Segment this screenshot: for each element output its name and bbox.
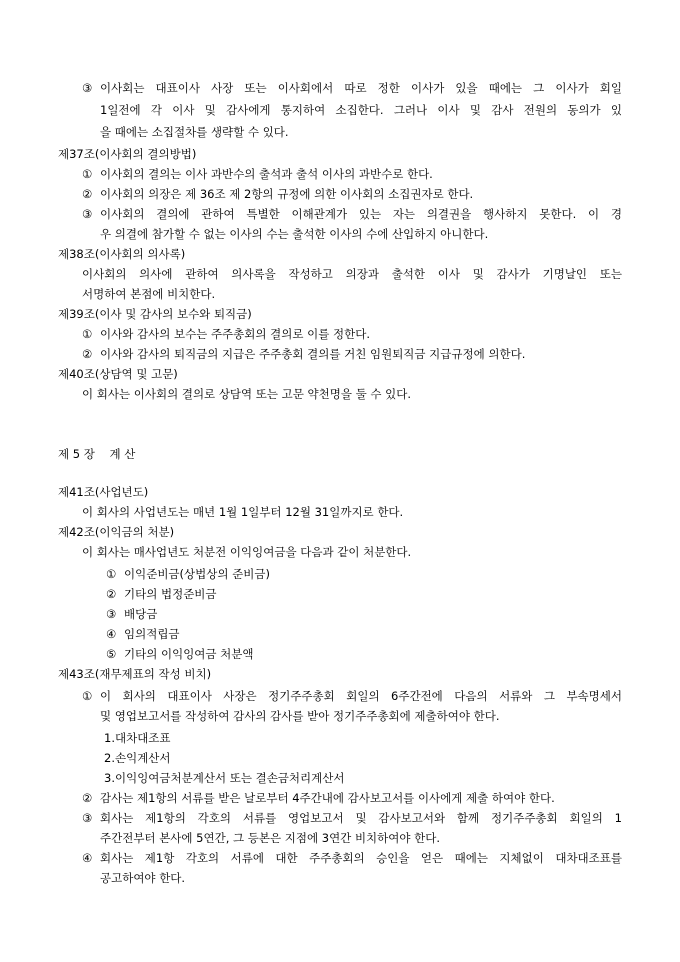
clause-text: 회사는 제1항 각호의 서류에 대한 주주총회의 승인을 얻은 때에는 지체없이 대차대조표를	[100, 851, 622, 865]
article-heading-40: 제40조(상담역 및 고문)	[58, 367, 178, 381]
clause-item	[82, 206, 622, 222]
article-body: 이사회의 의사에 관하여 의사록을 작성하고 의장과 출석한 이사 및 감사가 기명날인 또는	[82, 267, 622, 281]
sub-item: 3.이익잉여금처분계산서 또는 결손금처리계산서	[104, 771, 345, 785]
list-text: 기타의 이익잉여금 처분액	[124, 647, 254, 661]
list-marker: ①	[106, 567, 117, 581]
chapter-heading: 제 5 장 계 산	[58, 447, 136, 461]
clause-text: 이사회의 결의에 관하여 특별한 이해관계가 있는 자는 의결권을 행사하지 못한다. 이 경	[100, 207, 622, 221]
clause-marker: ②	[82, 791, 93, 805]
article-body: 이 회사의 사업년도는 매년 1월 1일부터 12월 31일까지로 한다.	[82, 505, 404, 519]
clause-text: 이사와 감사의 보수는 주주총회의 결의로 이를 정한다.	[100, 327, 370, 341]
list-item	[106, 626, 180, 642]
article-heading-41: 제41조(사업년도)	[58, 485, 149, 499]
clause-continuation: 우 의결에 참가할 수 없는 이사의 수는 출석한 이사의 수에 산입하지 아니한다.	[100, 227, 489, 241]
clause-text: 이사회의 결의는 이사 과반수의 출석과 출석 이사의 과반수로 한다.	[100, 167, 433, 181]
list-text: 기타의 법정준비금	[124, 587, 217, 601]
clause-continuation: 1일전에 각 이사 및 감사에게 통지하여 소집한다. 그러나 이사 및 감사 전원의 동의가 있	[100, 103, 622, 117]
clause-text: 이사회의 의장은 제 36조 제 2항의 규정에 의한 이사회의 소집권자로 한다.	[100, 187, 474, 201]
clause-item	[82, 346, 525, 362]
clause-item	[82, 810, 622, 826]
list-item	[106, 586, 217, 602]
clause-text: 감사는 제1항의 서류를 받은 날로부터 4주간내에 감사보고서를 이사에게 제출 하여야 한다.	[100, 791, 555, 805]
list-text: 이익준비금(상법상의 준비금)	[124, 567, 270, 581]
clause-text: 이사와 감사의 퇴직금의 지급은 주주총회 결의를 거친 임원퇴직금 지급규정에 의한다.	[100, 347, 526, 361]
list-text: 임의적립금	[124, 627, 180, 641]
clause-item	[82, 688, 622, 704]
clause-continuation: 공고하여야 한다.	[100, 871, 186, 885]
list-marker: ④	[106, 627, 117, 641]
clause-marker: ③	[82, 81, 93, 95]
list-marker: ③	[106, 607, 117, 621]
article-body: 이 회사는 이사회의 결의로 상담역 또는 고문 약천명을 둘 수 있다.	[82, 387, 412, 401]
clause-marker: ④	[82, 851, 93, 865]
clause-37-3	[82, 80, 622, 96]
clause-text: 이 회사의 대표이사 사장은 정기주주총회 회일의 6주간전에 다음의 서류와 그 부속명세서	[100, 689, 622, 703]
article-heading-42: 제42조(이익금의 처분)	[58, 525, 175, 539]
list-item	[106, 606, 157, 622]
article-heading-43: 제43조(재무제표의 작성 비치)	[58, 667, 212, 681]
clause-item	[82, 850, 622, 866]
clause-continuation: 을 때에는 소집절차를 생략할 수 있다.	[100, 125, 289, 139]
clause-marker: ①	[82, 167, 93, 181]
article-body: 서명하여 본점에 비치한다.	[82, 287, 216, 301]
clause-text: 회사는 제1항의 각호의 서류를 영업보고서 및 감사보고서와 함께 정기주주총회 회일의 1	[100, 811, 622, 825]
clause-continuation: 및 영업보고서를 작성하여 감사의 감사를 받아 정기주주총회에 제출하여야 한다.	[100, 709, 500, 723]
clause-text: 이사회는 대표이사 사장 또는 이사회에서 따로 정한 이사가 있을 때에는 그 이사가 회일	[100, 81, 622, 95]
list-marker: ⑤	[106, 647, 117, 661]
clause-item	[82, 186, 473, 202]
list-item	[106, 566, 270, 582]
clause-marker: ①	[82, 689, 93, 703]
clause-item	[82, 166, 433, 182]
sub-item: 2.손익계산서	[104, 751, 171, 765]
clause-marker: ②	[82, 347, 93, 361]
list-item	[106, 646, 254, 662]
clause-marker: ①	[82, 327, 93, 341]
clause-continuation: 주간전부터 본사에 5연간, 그 등본은 지점에 3연간 비치하여야 한다.	[100, 831, 441, 845]
article-heading-37: 제37조(이사회의 결의방법)	[58, 147, 197, 161]
sub-item: 1.대차대조표	[104, 731, 171, 745]
clause-marker: ②	[82, 187, 93, 201]
article-heading-39: 제39조(이사 및 감사의 보수와 퇴직금)	[58, 307, 252, 321]
list-marker: ②	[106, 587, 117, 601]
clause-marker: ③	[82, 811, 93, 825]
clause-item	[82, 326, 370, 342]
clause-marker: ③	[82, 207, 93, 221]
list-text: 배당금	[124, 607, 158, 621]
article-heading-38: 제38조(이사회의 의사록)	[58, 247, 186, 261]
article-body: 이 회사는 매사업년도 처분전 이익잉여금을 다음과 같이 처분한다.	[82, 545, 412, 559]
clause-item	[82, 790, 555, 806]
